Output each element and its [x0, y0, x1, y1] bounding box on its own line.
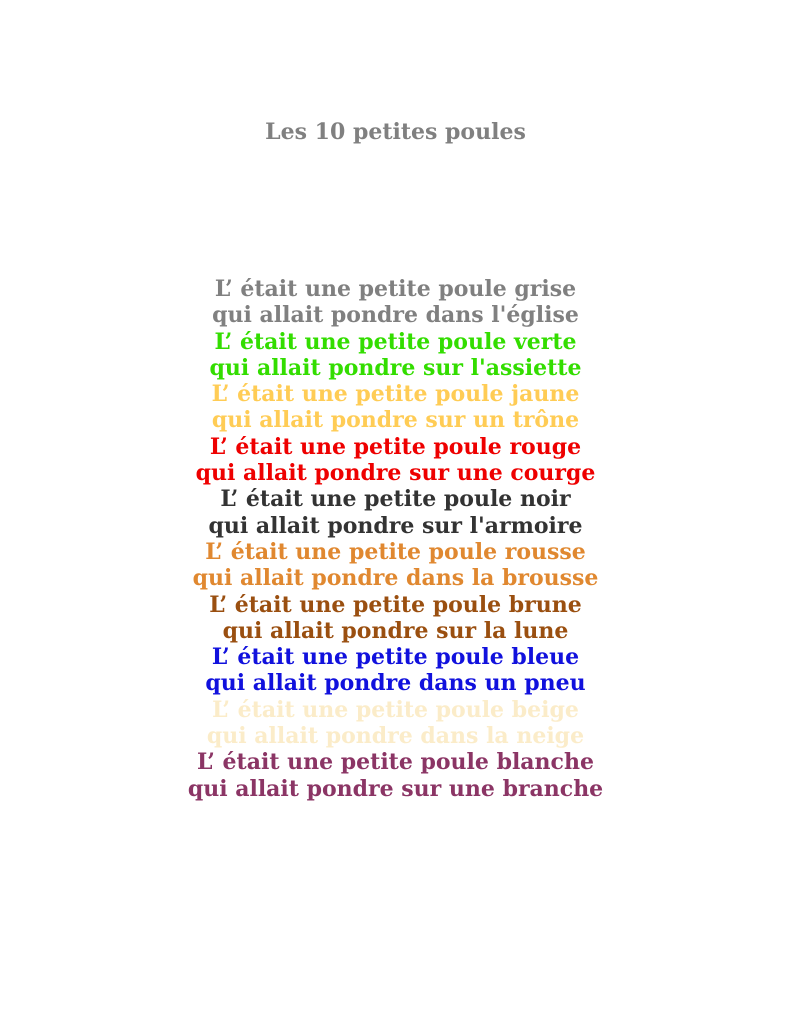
verse-line: qui allait pondre sur l'armoire — [208, 512, 583, 539]
verse-line: L’ était une petite poule rouge — [209, 433, 582, 460]
verse-line: qui allait pondre sur un trône — [211, 407, 580, 434]
verse-line: L’ était une petite poule blanche — [197, 749, 594, 776]
verse-line: qui allait pondre dans l'église — [212, 302, 579, 329]
verse-line: L’ était une petite poule grise — [214, 276, 577, 302]
verse-line: L’ était une petite poule brune — [209, 591, 582, 618]
verse-line: qui allait pondre dans un pneu — [205, 670, 586, 697]
poem — [0, 276, 791, 802]
verse-line: qui allait pondre sur l'assiette — [209, 354, 582, 381]
verse-line: L’ était une petite poule noir — [220, 486, 571, 513]
verse-line: qui allait pondre sur une courge — [195, 460, 596, 487]
verse-line: L’ était une petite poule jaune — [211, 381, 580, 408]
verse-line: L’ était une petite poule rousse — [205, 538, 586, 565]
verse-line: L’ était une petite poule bleue — [211, 644, 580, 671]
verse-line: qui allait pondre sur une branche — [187, 775, 604, 802]
page-title: Les 10 petites poules — [265, 119, 526, 145]
verse-line: qui allait pondre dans la neige — [206, 723, 585, 750]
verse-line: L’ était une petite poule beige — [212, 696, 579, 723]
verse-line: L’ était une petite poule verte — [214, 328, 577, 355]
verse-line: qui allait pondre sur la lune — [222, 617, 569, 644]
verse-line: qui allait pondre dans la brousse — [192, 565, 599, 592]
